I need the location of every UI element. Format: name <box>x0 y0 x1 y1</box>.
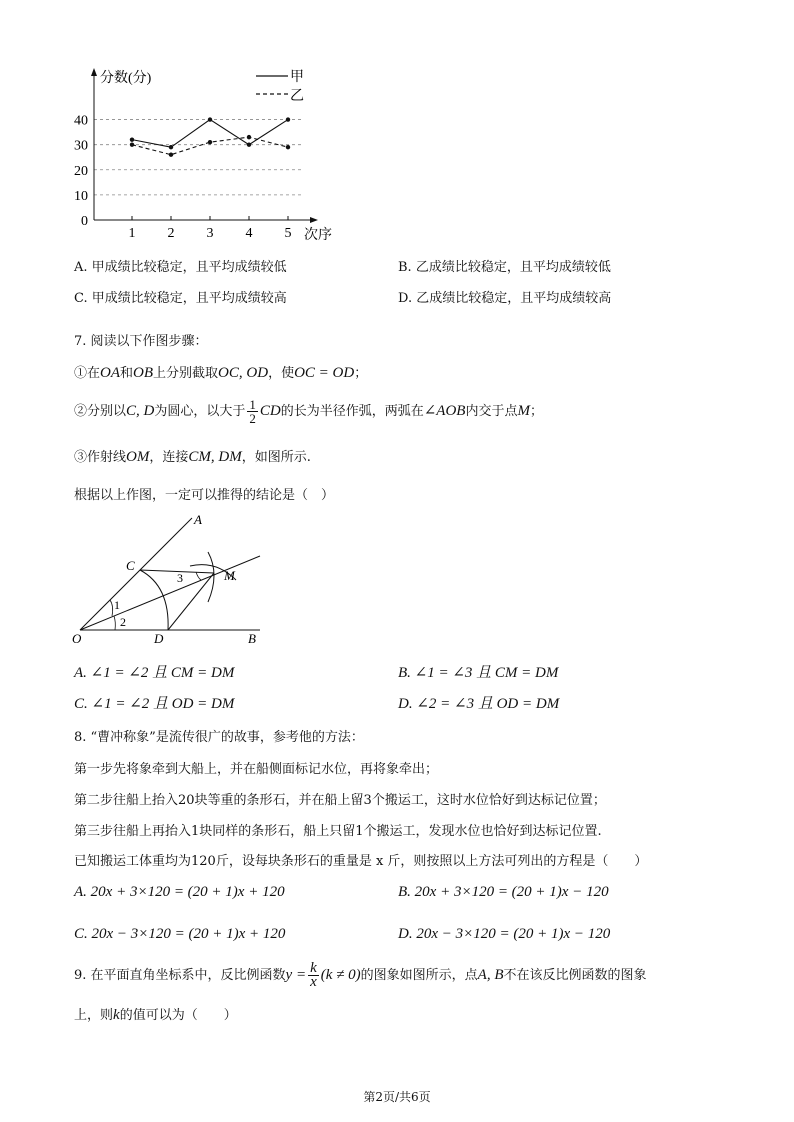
q7-s2-d: CD <box>259 403 281 419</box>
chart-series <box>130 117 290 157</box>
point-label-m: M <box>224 568 235 583</box>
q9-fraction <box>308 962 319 989</box>
point-label-d: D <box>154 631 164 646</box>
q7-fraction-half <box>247 398 258 425</box>
q7-s2-e: 的长为半径作弧，两弧在 <box>280 404 424 419</box>
series-1-point <box>208 140 212 144</box>
q6-option-a[interactable]: A. 甲成绩比较稳定，且平均成绩较低 <box>74 260 287 275</box>
q7-s1-a: ①在 <box>74 366 101 381</box>
q7-step-1 <box>74 362 367 382</box>
series-line-1 <box>132 137 288 155</box>
q9-line-2 <box>74 1004 237 1024</box>
y-tick-label: 0 <box>81 214 88 229</box>
q7-s1-i: ； <box>354 366 368 381</box>
series-0-point <box>130 137 134 141</box>
series-0-point <box>169 145 173 149</box>
q8-option-c[interactable]: C. 20x − 3×120 = (20 + 1)x + 120 <box>74 926 286 942</box>
q9-frac-num: k <box>310 960 317 976</box>
series-1-point <box>169 153 173 157</box>
q7-s2-c: 为圆心，以大于 <box>154 404 246 419</box>
x-tick-label: 4 <box>245 226 253 241</box>
q7-s3-a: ③作射线 <box>74 450 127 465</box>
q7-conclusion: 根据以上作图，一定可以推得的结论是（ ） <box>74 488 335 503</box>
angle-label-2: 2 <box>120 615 126 629</box>
q7-option-c[interactable]: C. ∠1 = ∠2 且 OD = DM <box>74 696 235 712</box>
angle-bisector-figure <box>70 508 270 648</box>
q8-step-3: 第三步往船上再抬入1块同样的条形石，船上只留1个搬运工，发现水位也恰好到达标记位置. <box>74 824 602 839</box>
q7-s3-e: ，如图所示. <box>241 450 311 465</box>
x-tick-label: 5 <box>284 226 292 241</box>
angle-label-3: 3 <box>177 571 183 585</box>
series-1-point <box>286 145 290 149</box>
q7-s1-c: 和 <box>120 366 134 381</box>
series-1-point <box>247 135 251 139</box>
y-axis-label: 分数(分) <box>100 71 152 86</box>
angle-mark-3 <box>196 572 201 580</box>
q7-s2-b: C, D <box>126 403 155 419</box>
q7-s1-g: ，使 <box>268 366 295 381</box>
q7-s1-h: OC = OD <box>294 365 355 381</box>
series-0-point <box>208 117 212 121</box>
q7-s1-d: OB <box>133 365 154 381</box>
q9-text-b: 的图象如图所示，点 <box>360 968 478 983</box>
x-tick-label: 3 <box>206 226 214 241</box>
point-label-a: A <box>194 512 202 527</box>
point-label-c: C <box>126 558 135 573</box>
q7-option-b[interactable]: B. ∠1 = ∠3 且 CM = DM <box>398 665 559 681</box>
q7-stem: 7. 阅读以下作图步骤： <box>74 334 208 349</box>
angle-label-1: 1 <box>114 598 120 612</box>
q9-y: y = <box>285 967 307 983</box>
q9-text-a: 9. 在平面直角坐标系中，反比例函数 <box>74 968 286 983</box>
q7-frac-num: 1 <box>249 397 256 412</box>
q8-stem: 8. “曹冲称象”是流传很广的故事，参考他的方法： <box>74 730 364 745</box>
x-axis-label: 次序 <box>304 228 332 243</box>
q8-option-b[interactable]: B. 20x + 3×120 = (20 + 1)x − 120 <box>398 884 609 900</box>
series-0-point <box>286 117 290 121</box>
chart-axes <box>74 68 318 241</box>
series-0-point <box>247 142 251 146</box>
y-tick-label: 10 <box>74 188 88 204</box>
q9-line-1 <box>74 962 647 989</box>
q7-s2-i: ； <box>529 404 543 419</box>
q7-s3-d: CM, DM <box>188 449 242 465</box>
segment-dm <box>168 573 214 630</box>
q9-points: A, B <box>477 967 504 983</box>
q9-frac-den: x <box>310 974 317 990</box>
angle-mark-1 <box>110 600 113 616</box>
page-footer: 第2页/共6页 <box>363 1090 431 1104</box>
q6-option-d[interactable]: D. 乙成绩比较稳定，且平均成绩较高 <box>398 291 612 306</box>
q9-line2-b: 的值可以为（ ） <box>119 1008 237 1023</box>
chart-legend <box>256 69 304 104</box>
q6-option-b[interactable]: B. 乙成绩比较稳定，且平均成绩较低 <box>398 260 611 275</box>
q7-frac-den: 2 <box>249 411 256 426</box>
point-label-o: O <box>72 631 82 646</box>
q9-k: k <box>113 1007 120 1023</box>
q7-s3-c: ，连接 <box>149 450 189 465</box>
y-tick-label: 40 <box>74 113 88 129</box>
q7-step-2 <box>74 398 543 425</box>
q9-text-c: 不在该反比例函数的图象 <box>503 968 647 983</box>
x-tick-label: 2 <box>167 226 175 241</box>
q8-step-2: 第二步往船上抬入20块等重的条形石，并在船上留3个搬运工，这时水位恰好到达标记位置； <box>74 793 606 808</box>
q8-option-a[interactable]: A. 20x + 3×120 = (20 + 1)x + 120 <box>74 884 285 900</box>
q7-s2-g: 内交于点 <box>465 404 518 419</box>
legend-label-jia: 甲 <box>290 70 304 85</box>
angle-mark-2 <box>114 616 115 630</box>
x-axis-arrow <box>310 217 318 223</box>
q7-option-d[interactable]: D. ∠2 = ∠3 且 OD = DM <box>398 696 560 712</box>
q7-s1-e: 上分别截取 <box>153 366 219 381</box>
q9-condition: (k ≠ 0) <box>320 967 361 983</box>
q7-s1-b: OA <box>100 365 121 381</box>
q7-s3-b: OM <box>126 449 150 465</box>
q8-known: 已知搬运工体重均为120斤，设每块条形石的重量是 x 斤，则按照以上方法可列出的方程是（ ） <box>74 854 648 869</box>
q7-option-a[interactable]: A. ∠1 = ∠2 且 CM = DM <box>74 665 235 681</box>
y-tick-label: 20 <box>74 163 88 179</box>
q8-step-1: 第一步先将象牵到大船上，并在船侧面标记水位，再将象牵出； <box>74 762 439 777</box>
series-1-point <box>130 142 134 146</box>
q7-s2-a: ②分别以 <box>74 404 127 419</box>
q7-s2-f: ∠AOB <box>423 403 466 419</box>
q7-s1-f: OC, OD <box>218 365 269 381</box>
q9-line2-a: 上，则 <box>74 1008 114 1023</box>
q7-s2-h: M <box>517 403 530 419</box>
q8-option-d[interactable]: D. 20x − 3×120 = (20 + 1)x − 120 <box>398 926 611 942</box>
y-axis-arrow <box>91 68 97 76</box>
chart-grid <box>94 120 304 195</box>
y-tick-label: 30 <box>74 138 88 154</box>
ray-oa <box>80 518 192 630</box>
q7-step-3 <box>74 446 311 466</box>
score-line-chart <box>60 62 350 247</box>
x-tick-label: 1 <box>128 226 136 241</box>
point-label-b: B <box>248 631 256 646</box>
q6-option-c[interactable]: C. 甲成绩比较稳定，且平均成绩较高 <box>74 291 287 306</box>
legend-label-yi: 乙 <box>290 89 304 104</box>
